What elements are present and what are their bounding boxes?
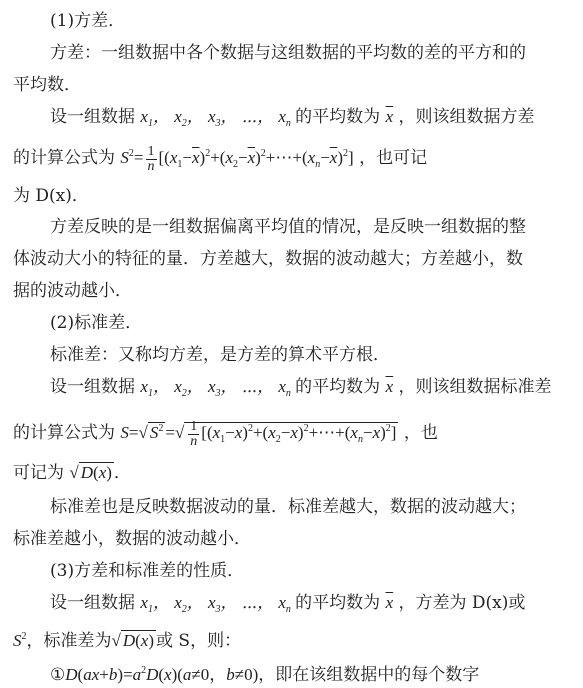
std-notation-line: 可记为 √ D(x) ． [13, 463, 131, 483]
properties-setup-line: 设一组数据 $x_1$， $x_2$， $x_3$， ⋯， $x_n$ 的平均数为 x ，方差为 D(x)或 [50, 593, 526, 615]
std-setup-line: 设一组数据 $x_1$， $x_2$， $x_3$， ⋯， $x_n$ 的平均数为 x ，则该组数据标准差 [50, 377, 552, 399]
variance-meaning-line1: 方差反映的是一组数据偏离平均值的情况，是反映一组数据的整 [50, 217, 526, 237]
heading-properties: (3)方差和标准差的性质． [50, 561, 245, 581]
properties-notation-line: $S^2$，标准差为√ D(x) 或 S，则： [13, 631, 242, 651]
std-meaning-line2: 标准差越小，数据的波动越小． [13, 529, 251, 549]
std-meaning-line1: 标准差也是反映数据波动的量．标准差越大，数据的波动越大； [50, 497, 526, 517]
variance-definition-line1: 方差：一组数据中各个数据与这组数据的平均数的差的平方和的 [50, 43, 526, 63]
heading-variance: (1)方差． [50, 11, 126, 31]
standard-deviation-definition: 标准差：又称均方差，是方差的算术平方根． [50, 345, 390, 365]
std-formula-line: 的计算公式为 S=√ $S^2$ =√ $\frac{1}{n}$ $[(x_1-\overline{x})^2+(x_2-\overline{x})^2+\cdots+(x_n-\overline{x})^2]$ ，也 [13, 418, 438, 449]
variance-formula-line: 的计算公式为 $S^2=$ $\frac{1}{n}$ $[(x_1-\overline{x})^2+(x_2-\overline{x})^2+\cdots+(x_n-\overline{x})^2]$ ，也可记 [13, 143, 428, 174]
variance-meaning-line3: 据的波动越小． [13, 281, 132, 301]
variance-definition-line2: 平均数． [13, 75, 81, 95]
variance-setup-line: 设一组数据 $x_1$， $x_2$， $x_3$， ⋯， $x_n$ 的平均数为 x ，则该组数据方差 [50, 107, 535, 129]
variance-notation-line: 为 D(x)． [13, 186, 89, 206]
variance-meaning-line2: 体波动大小的特征的量．方差越大，数据的波动越大；方差越小，数 [13, 249, 523, 269]
property-1-line: $①D(ax+b)=a^2D(x)(a\ne 0$，b≠0)，即在该组数据中的每个数字 [50, 665, 480, 685]
heading-standard-deviation: (2)标准差． [50, 313, 143, 333]
